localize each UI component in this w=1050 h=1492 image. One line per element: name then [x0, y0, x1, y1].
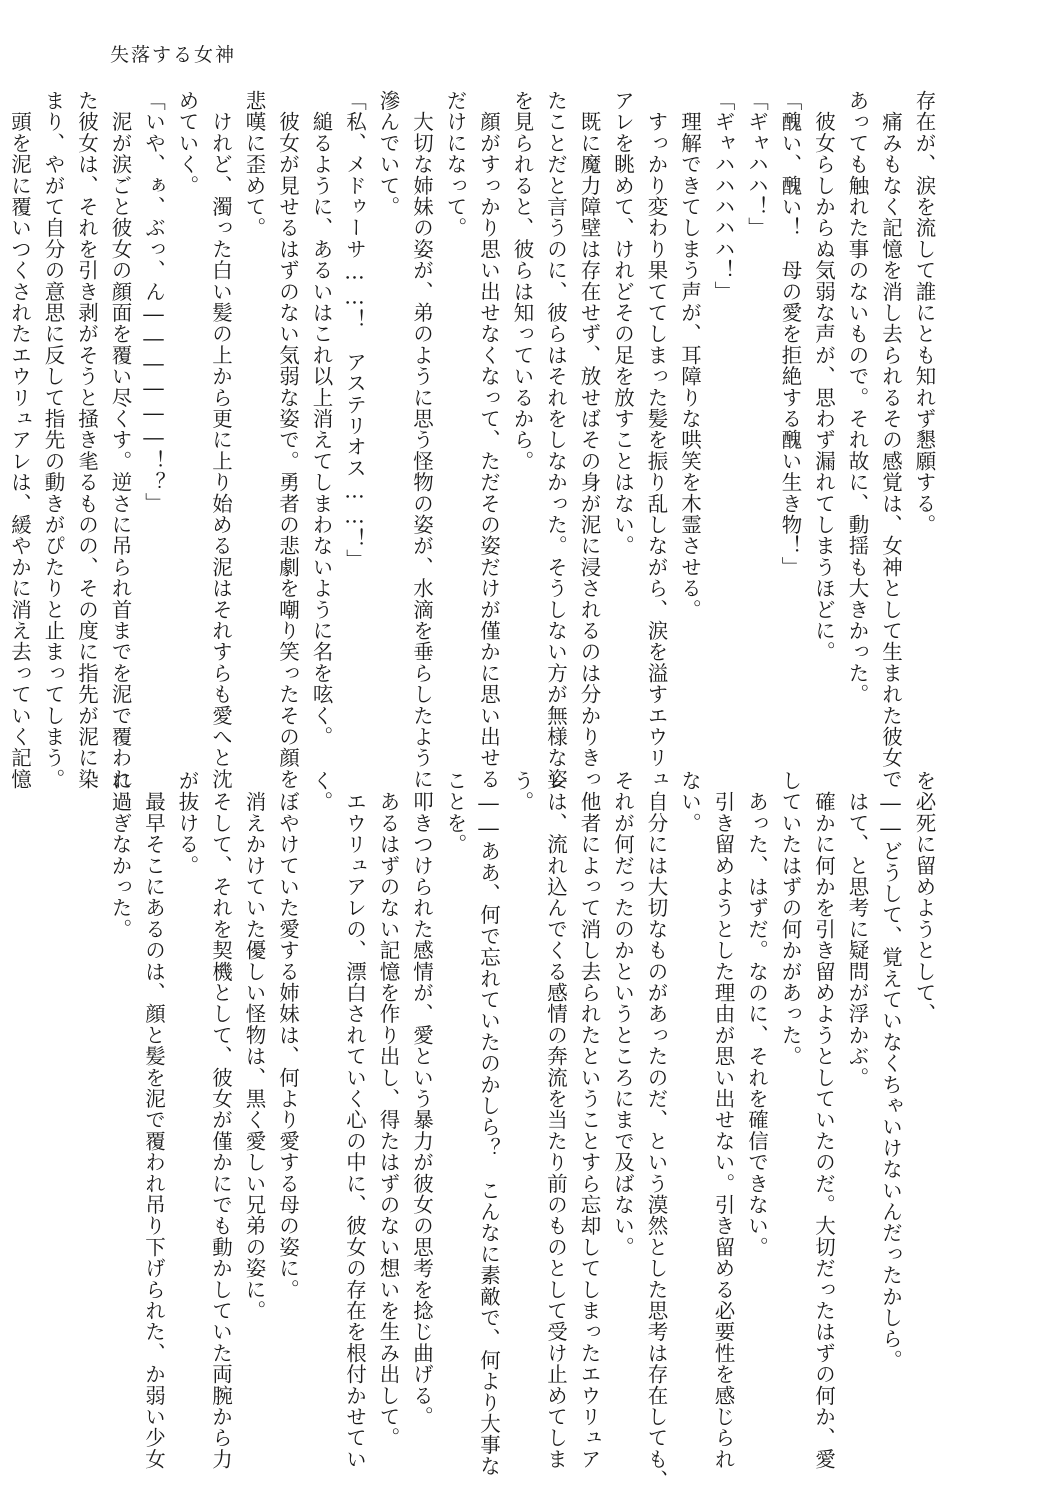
text-line: 他者によって消し去られたということすら忘却してしまったエウリュア	[577, 770, 601, 1470]
text-line: エウリュアレの、漂白されていく心の中に、彼女の存在を根付かせてい	[342, 770, 367, 1470]
text-line: だけになって。	[443, 90, 467, 239]
text-line: 存在が、涙を流して誰にとも知れず懇願する。	[912, 90, 936, 536]
text-line: た彼女は、それを引き剥がそうと掻き毟るものの、その度に指先が泥に染	[74, 90, 99, 790]
text-line: 確かに何かを引き留めようとしていたのだ。大切だったはずの何か、愛	[811, 770, 836, 1470]
text-line: たことだと言うのに、彼らはそれをしなかった。そうしない方が無様な姿	[543, 90, 568, 790]
text-line: 悲嘆に歪めて。	[242, 90, 266, 239]
text-line: 縋るように、あるいはこれ以上消えてしまわないように名を呟く。	[309, 90, 333, 748]
text-line: 顔がすっかり思い出せなくなって、ただその姿だけが僅かに思い出せる	[476, 90, 501, 790]
text-line: ――どうして、覚えていなくちゃいけないんだったかしら。	[878, 770, 903, 1371]
text-line: 理解できてしまう声が、耳障りな哄笑を木霊させる。	[677, 90, 702, 620]
text-line: 消えかけていた優しい怪物は、黒く愛しい兄弟の姿に。	[242, 770, 266, 1322]
text-line: 「ギャハハハハハ！」	[711, 90, 735, 302]
text-line: していたはずの何かがあった。	[778, 770, 802, 1067]
text-line: そして、それを契機として、彼女が僅かにでも動かしていた両腕から力	[208, 770, 233, 1470]
text-line: 大切な姉妹の姿が、弟のように思う怪物の姿が、水滴を垂らしたように	[409, 90, 434, 790]
text-block-top	[7, 90, 940, 790]
page-title: 失落する女神	[110, 44, 237, 66]
text-line: を見られると、彼らは知っているから。	[510, 90, 534, 472]
text-line: 「いや、ぁ、ぶっ、ん――――――！？」	[141, 90, 166, 514]
text-line: 彼女が見せるはずのない気弱な姿で。勇者の悲劇を嘲り笑ったその顔を	[275, 90, 300, 790]
text-line: はて、と思考に疑問が浮かぶ。	[845, 770, 869, 1088]
text-line: 泥が涙ごと彼女の顔面を覆い尽くす。逆さに吊られ首までを泥で覆われ	[108, 90, 132, 790]
text-line: 彼女らしからぬ気弱な声が、思わず漏れてしまうほどに。	[811, 90, 836, 663]
text-line: に過ぎなかった。	[108, 770, 132, 940]
text-line: 自分には大切なものがあったのだ、という漠然とした思考は存在しても、	[644, 770, 668, 1491]
text-line: 「ギャハハ！」	[744, 90, 769, 239]
text-line: 既に魔力障壁は存在せず、放せばその身が泥に浸されるのは分かりきっ	[577, 90, 601, 790]
text-line: 最早そこにあるのは、顔と髪を泥で覆われ吊り下げられた、か弱い少女	[141, 770, 166, 1470]
text-line: レは、流れ込んでくる感情の奔流を当たり前のものとして受け止めてしま	[543, 770, 568, 1470]
text-line: あった、はずだ。なのに、それを確信できない。	[744, 770, 769, 1258]
text-line: アレを眺めて、けれどその足を放すことはない。	[610, 90, 635, 557]
text-line: ことを。	[443, 770, 467, 855]
text-line: を必死に留めようとして、	[912, 770, 936, 1025]
text-line: まり、やがて自分の意思に反して指先の動きがぴたりと止まってしまう。	[41, 90, 65, 790]
text-line: ない。	[677, 770, 702, 834]
text-line: あっても触れた事のないもので。それ故に、動揺も大きかった。	[845, 90, 869, 705]
text-line: それが何だったのかというところにまで及ばない。	[610, 770, 635, 1258]
text-line: 「醜い、醜い！ 母の愛を拒絶する醜い生き物！」	[778, 90, 802, 578]
text-block-bottom	[108, 770, 940, 1491]
text-line: すっかり変わり果ててしまった髪を振り乱しながら、涙を溢すエウリュ	[644, 90, 668, 790]
text-line: が抜ける。	[175, 770, 199, 876]
text-line: 引き留めようとした理由が思い出せない。引き留める必要性を感じられ	[711, 770, 735, 1470]
text-line: 痛みもなく記憶を消し去られるその感覚は、女神として生まれた彼女で	[878, 90, 903, 790]
text-line: 叩きつけられた感情が、愛という暴力が彼女の思考を捻じ曲げる。	[409, 770, 434, 1428]
text-line: 頭を泥に覆いつくされたエウリュアレは、緩やかに消え去っていく記憶	[7, 90, 32, 790]
text-line: ――ああ、何で忘れていたのかしら？ こんなに素敵で、何より大事な	[476, 770, 501, 1477]
text-line: く。	[309, 770, 333, 813]
text-line: ぼやけていた愛する姉妹は、何より愛する母の姿に。	[275, 770, 300, 1300]
text-line: けれど、濁った白い髪の上から更に上り始める泥はそれすらも愛へと沈	[208, 90, 233, 790]
text-line: 「私、メドゥーサ……！ アステリオス……！」	[342, 90, 367, 571]
text-line: あるはずのない記憶を作り出し、得たはずのない想いを生み出して。	[376, 770, 400, 1449]
text-line: 滲んでいて。	[376, 90, 400, 218]
text-line: めていく。	[175, 90, 199, 196]
text-line: う。	[510, 770, 534, 813]
